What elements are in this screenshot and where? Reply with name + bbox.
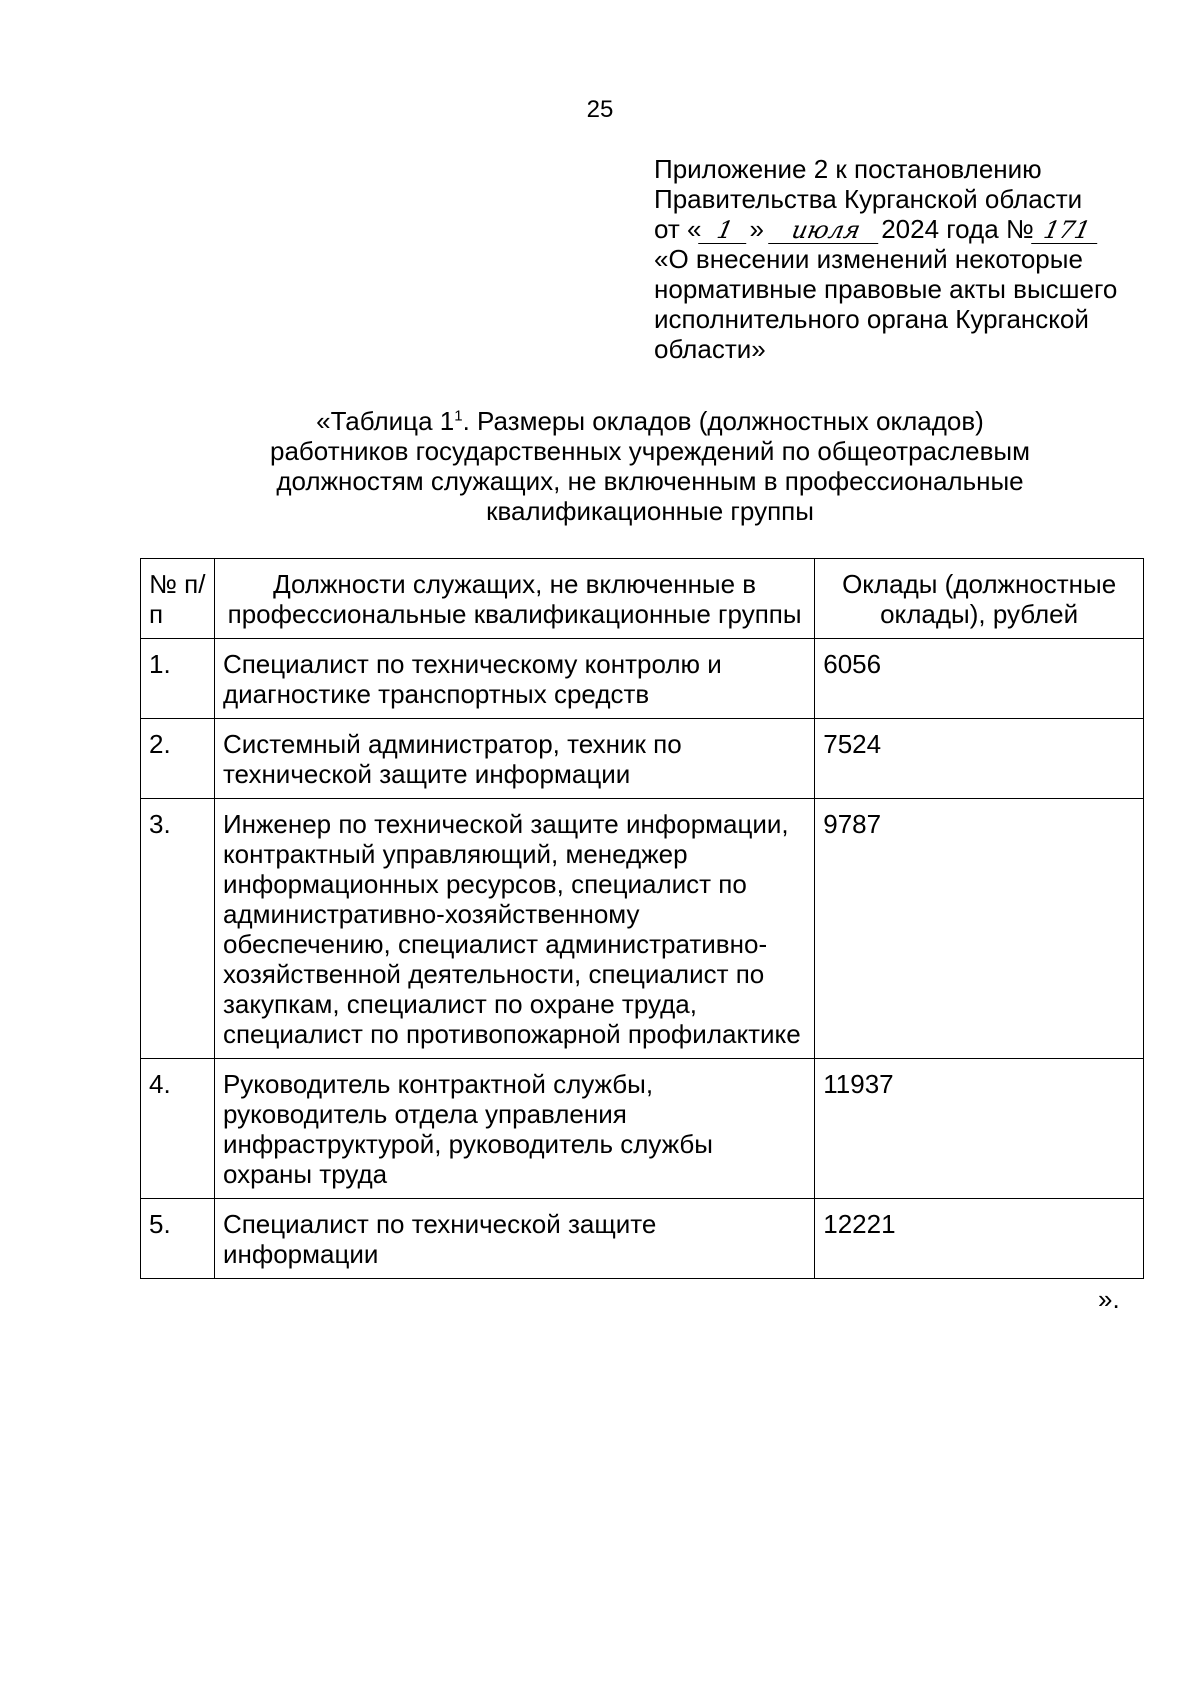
- header-position: Должности служащих, не включенные в профессиональные квалификационные группы: [214, 559, 814, 639]
- row-number: 1.: [141, 639, 215, 719]
- header-salary: Оклады (должностные оклады), рублей: [815, 559, 1144, 639]
- table-title-line-2: работников государственных учреждений по общеотраслевым: [270, 436, 1030, 466]
- appendix-header: [654, 154, 1154, 364]
- appendix-line-7: области»: [654, 334, 766, 364]
- row-salary: 9787: [815, 799, 1144, 1059]
- row-number: 2.: [141, 719, 215, 799]
- appendix-date-line: [654, 214, 1154, 244]
- handwritten-day: 1: [699, 217, 753, 244]
- row-number: 4.: [141, 1059, 215, 1199]
- handwritten-decree-number: 171: [1031, 217, 1103, 244]
- appendix-line-5: нормативные правовые акты высшего: [654, 274, 1118, 304]
- row-position: Специалист по техническому контролю и диагностике транспортных средств: [214, 639, 814, 719]
- table-title-superscript: 1: [454, 407, 463, 425]
- table-title-line-1: [150, 406, 1150, 436]
- row-number: 3.: [141, 799, 215, 1059]
- table-row: [141, 1059, 1144, 1199]
- appendix-line-2: Правительства Курганской области: [654, 184, 1083, 214]
- handwritten-month: июля: [768, 217, 884, 244]
- row-salary: 7524: [815, 719, 1144, 799]
- header-number: № п/п: [141, 559, 215, 639]
- date-mid: »: [749, 214, 764, 244]
- row-position: Системный администратор, техник по технической защите информации: [214, 719, 814, 799]
- page-number: 25: [586, 96, 614, 123]
- date-prefix: от «: [654, 214, 702, 244]
- table-row: [141, 719, 1144, 799]
- row-position: Специалист по технической защите информации: [214, 1199, 814, 1279]
- table-title: [150, 406, 1150, 526]
- table-title-rest: . Размеры окладов (должностных окладов): [462, 406, 984, 436]
- row-position: Инженер по технической защите информации, контрактный управляющий, менеджер информационных ресурсов, специалист по административно-хозяйственному обеспечению, специалист административно-хозяйственной деятельности, специалист по закупкам, специалист по охране труда, специалист по противопожарной профилактике: [214, 799, 814, 1059]
- row-number: 5.: [141, 1199, 215, 1279]
- appendix-line-1: Приложение 2 к постановлению: [654, 154, 1042, 184]
- closing-quote: ».: [1098, 1284, 1120, 1314]
- row-position: Руководитель контрактной службы, руководитель отдела управления инфраструктурой, руководитель службы охраны труда: [214, 1059, 814, 1199]
- table-title-prefix: «Таблица 1: [316, 406, 455, 436]
- appendix-line-6: исполнительного органа Курганской: [654, 304, 1089, 334]
- date-year-label: 2024 года №: [881, 214, 1034, 244]
- row-salary: 12221: [815, 1199, 1144, 1279]
- appendix-line-4: «О внесении изменений некоторые: [654, 244, 1083, 274]
- salary-table: [140, 558, 1144, 1279]
- table-row: [141, 1199, 1144, 1279]
- table-row: [141, 639, 1144, 719]
- table-row: [141, 799, 1144, 1059]
- row-salary: 6056: [815, 639, 1144, 719]
- table-title-line-4: квалификационные группы: [486, 496, 814, 526]
- table-header-row: [141, 559, 1144, 639]
- row-salary: 11937: [815, 1059, 1144, 1199]
- table-title-line-3: должностям служащих, не включенным в профессиональные: [276, 466, 1024, 496]
